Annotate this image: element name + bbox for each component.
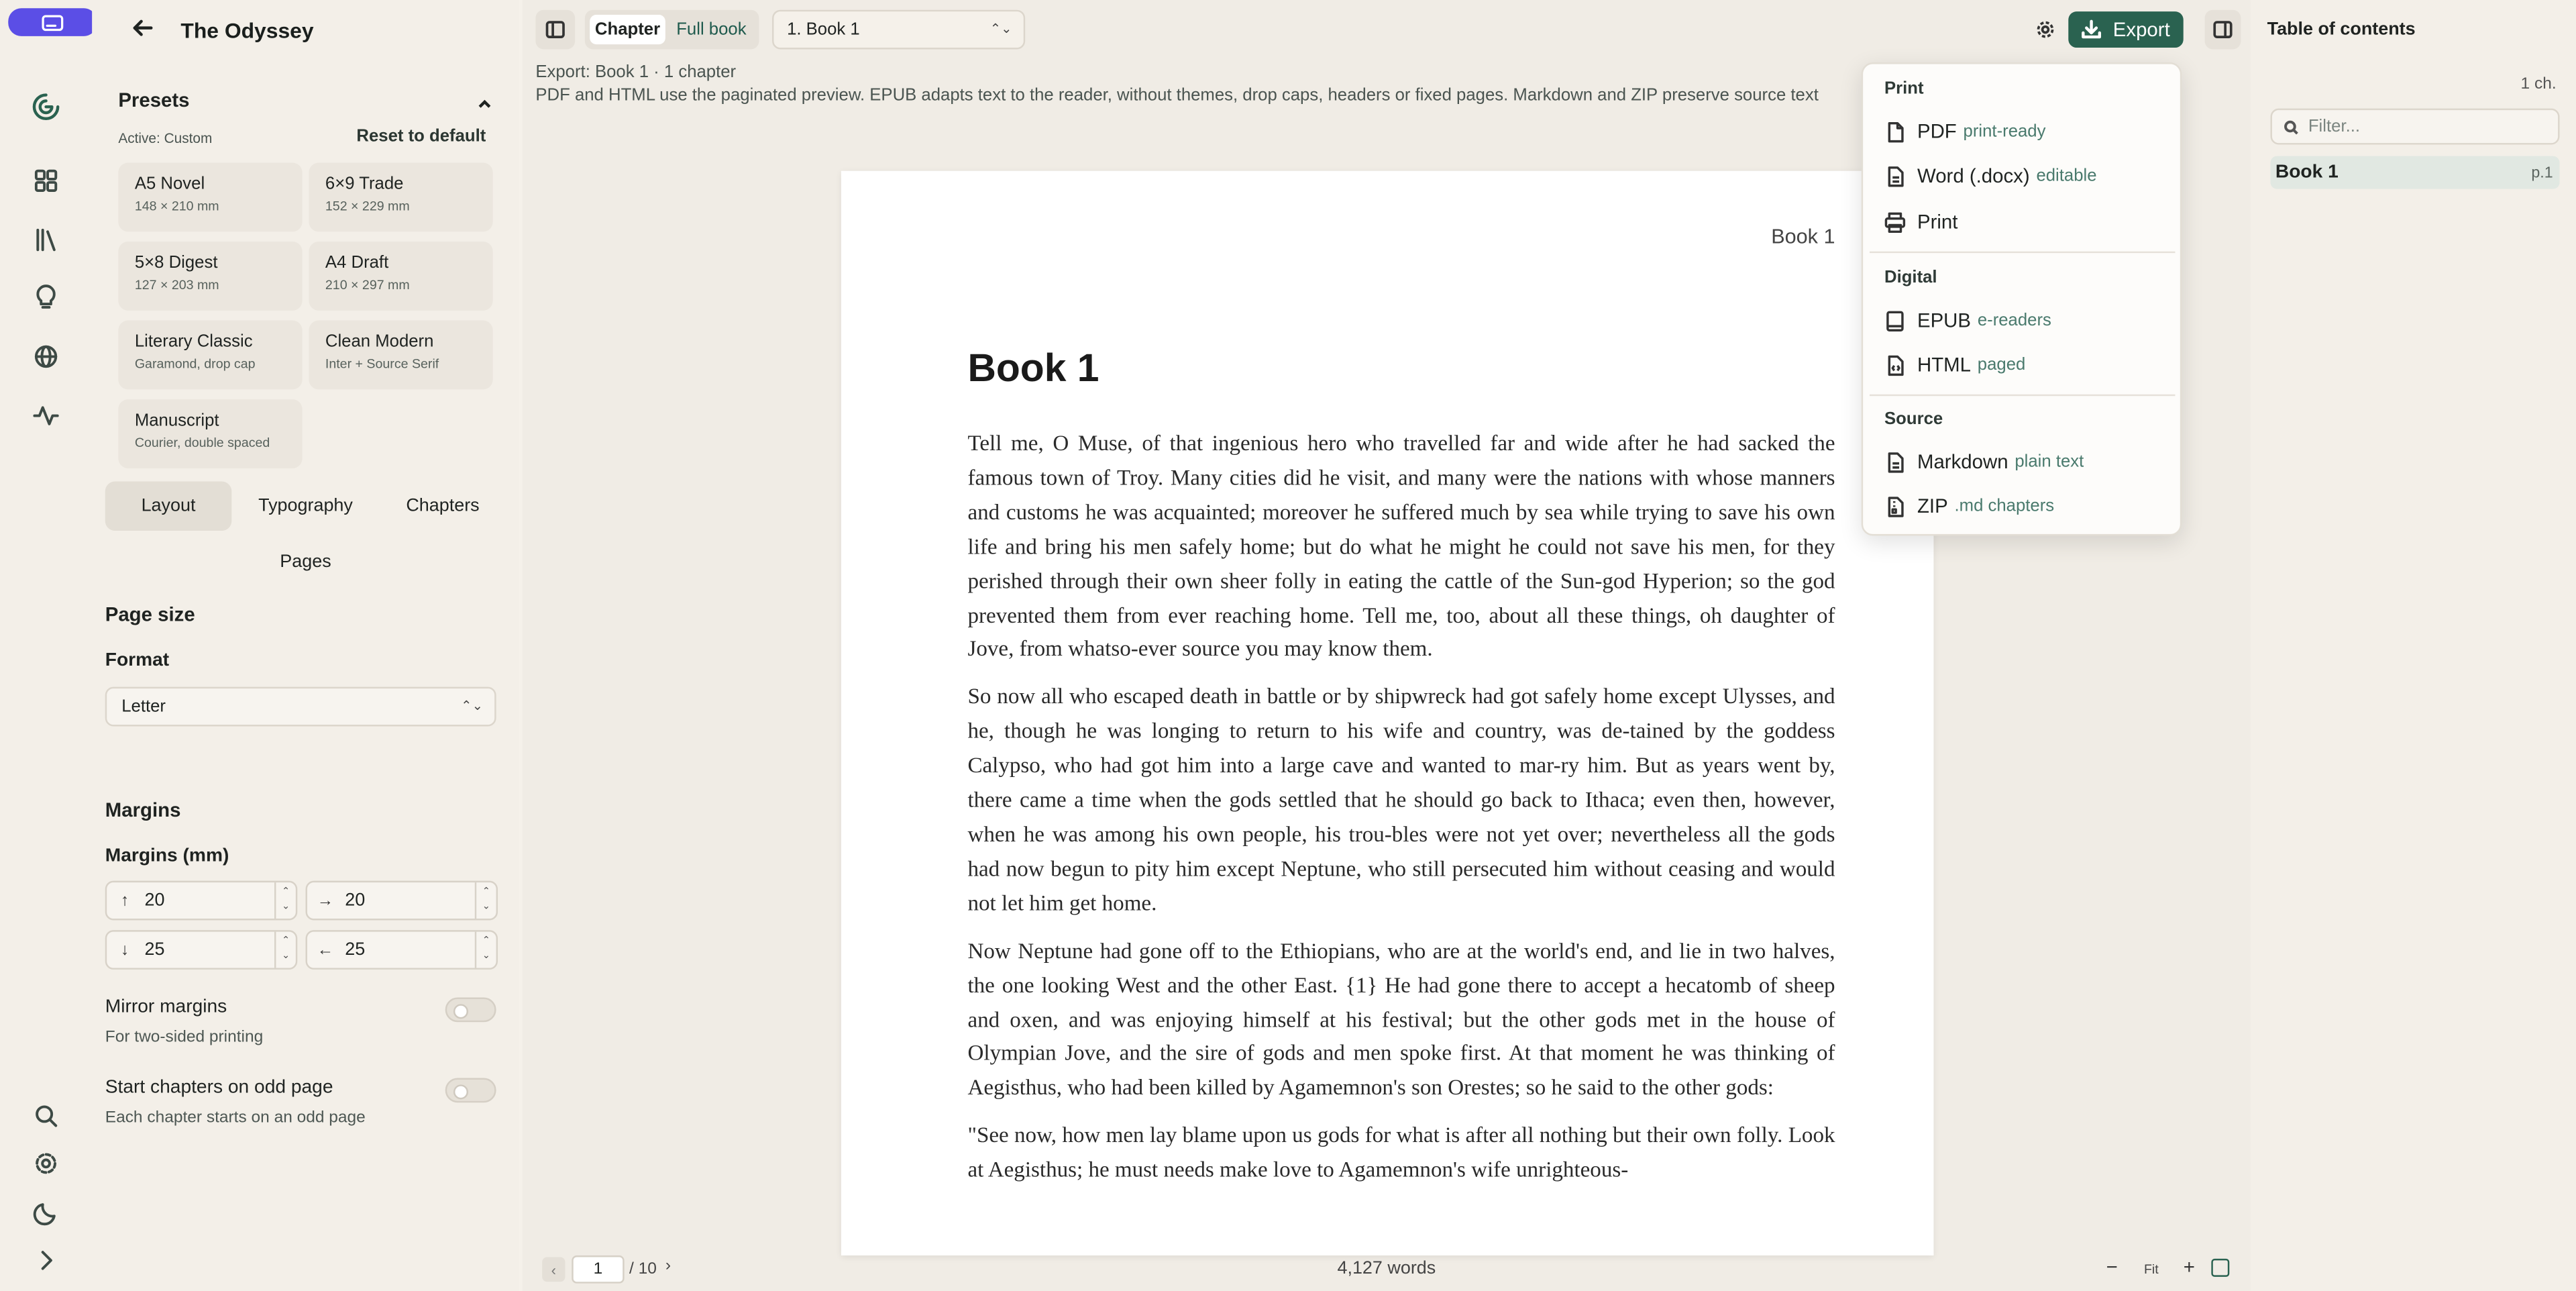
gear-icon bbox=[2035, 19, 2055, 39]
workspace-badge[interactable] bbox=[8, 8, 97, 36]
word-count: 4,127 words bbox=[1337, 1258, 1436, 1279]
margin-top-value: 20 bbox=[144, 890, 165, 911]
export-docx-item[interactable] bbox=[1884, 161, 2177, 191]
prev-page-button[interactable]: ‹ bbox=[542, 1257, 565, 1282]
chapter-body bbox=[967, 427, 1835, 1202]
search-icon[interactable] bbox=[30, 1099, 62, 1132]
toggle-sidebar-button[interactable] bbox=[535, 10, 575, 50]
export-menu bbox=[1862, 62, 2182, 535]
menu-group-source: Source bbox=[1884, 409, 1943, 429]
icon-rail bbox=[0, 0, 92, 1291]
reset-to-default-button[interactable]: Reset to default bbox=[356, 126, 486, 146]
preset-spec: 210 × 297 mm bbox=[325, 277, 410, 293]
preset-spec: Courier, double spaced bbox=[134, 435, 270, 451]
preset-name: Clean Modern bbox=[325, 331, 434, 352]
panel-right-icon bbox=[2213, 19, 2233, 39]
preset-card[interactable] bbox=[118, 399, 302, 468]
preset-spec: 127 × 203 mm bbox=[134, 277, 219, 293]
menu-divider bbox=[1870, 395, 2176, 396]
toc-panel bbox=[2251, 0, 2576, 1291]
stepper[interactable]: ⌃ ⌄ bbox=[475, 882, 496, 919]
fullscreen-icon[interactable] bbox=[2211, 1259, 2229, 1277]
seg-chapter[interactable]: Chapter bbox=[590, 15, 665, 44]
export-markdown-item[interactable] bbox=[1884, 447, 2177, 476]
preset-spec: Inter + Source Serif bbox=[325, 356, 439, 372]
toc-chapter-count: 1 ch. bbox=[2520, 75, 2557, 94]
zoom-fit-button[interactable]: Fit bbox=[2143, 1261, 2159, 1277]
export-settings-button[interactable] bbox=[2027, 10, 2063, 50]
export-summary: Export: Book 1 · 1 chapter bbox=[535, 62, 737, 83]
arrow-down-icon: ↓ bbox=[121, 941, 129, 959]
menu-item-label: EPUB bbox=[1917, 309, 1972, 332]
download-icon bbox=[2082, 19, 2101, 39]
export-info bbox=[535, 61, 1819, 107]
format-select[interactable] bbox=[105, 687, 496, 727]
arrow-up-icon: ↑ bbox=[121, 891, 129, 910]
moon-icon[interactable] bbox=[30, 1196, 62, 1229]
paragraph: So now all who escaped death in battle or by shipwreck had got safely home except Ulysses, and he, though he was longing to return to his wife and country, was de-tained by the goddess Calypso, who had got him into a large cave and wanted to mar-ry him. But as years went by, there came a time when the gods settled that he should go back to Ithaca; even then, however, when he was among his own people, his trou-bles were not yet over; nevertheless all the gods had now begun to pity him except Neptune, who still persecuted him without ceasing and would not let him get home. bbox=[967, 684, 1835, 915]
sidebar-header bbox=[131, 13, 314, 46]
preset-name: A5 Novel bbox=[134, 174, 205, 194]
next-page-button[interactable]: › bbox=[665, 1257, 672, 1276]
chapter-title: Book 1 bbox=[967, 346, 1099, 391]
menu-divider bbox=[1870, 252, 2176, 253]
preset-card[interactable] bbox=[309, 242, 492, 311]
settings-icon[interactable] bbox=[30, 1147, 62, 1180]
page-size-heading: Page size bbox=[105, 603, 195, 627]
preset-spec: Garamond, drop cap bbox=[134, 356, 256, 372]
back-arrow-icon[interactable] bbox=[131, 16, 158, 42]
menu-item-hint: .md chapters bbox=[1954, 496, 2055, 516]
preset-card[interactable] bbox=[118, 242, 302, 311]
code-file-icon bbox=[1884, 354, 1906, 376]
margin-bottom-value: 25 bbox=[144, 939, 165, 960]
preset-spec: 152 × 229 mm bbox=[325, 199, 410, 214]
lightbulb-icon[interactable] bbox=[30, 281, 62, 314]
margin-bottom-input[interactable] bbox=[105, 930, 298, 970]
page-preview bbox=[841, 171, 1934, 1255]
toc-item-name: Book 1 bbox=[2275, 162, 2339, 183]
preset-name: A4 Draft bbox=[325, 253, 389, 273]
presets-heading: Presets bbox=[118, 89, 190, 112]
menu-item-hint: e-readers bbox=[1977, 310, 2051, 331]
menu-item-label: HTML bbox=[1917, 353, 1971, 376]
preview-footer bbox=[523, 1249, 2251, 1291]
book-icon bbox=[1884, 310, 1906, 331]
menu-item-hint: print-ready bbox=[1963, 121, 2046, 142]
export-html-item[interactable] bbox=[1884, 350, 2177, 380]
logo-icon[interactable] bbox=[30, 91, 62, 123]
running-head: Book 1 bbox=[1771, 225, 1835, 248]
margin-right-input[interactable] bbox=[306, 881, 498, 921]
sidebar-icon bbox=[545, 19, 565, 39]
mirror-margins-toggle[interactable] bbox=[445, 998, 496, 1023]
preset-card[interactable] bbox=[118, 162, 302, 231]
preset-card[interactable] bbox=[309, 321, 492, 390]
margins-mm-label: Margins (mm) bbox=[105, 846, 229, 866]
toc-filter-input[interactable] bbox=[2271, 109, 2560, 145]
paragraph: "See now, how men lay blame upon us gods for what is after all nothing but their own folly. Look at Aegisthus; he must needs make love to Agamemnon's wife unrighteous- bbox=[967, 1123, 1835, 1182]
margins-heading: Margins bbox=[105, 798, 181, 822]
menu-item-label: Print bbox=[1917, 210, 1958, 234]
menu-group-digital: Digital bbox=[1884, 268, 1937, 288]
format-label: Format bbox=[105, 650, 170, 671]
book-title: The Odyssey bbox=[180, 17, 314, 42]
document-icon bbox=[1884, 165, 1906, 187]
chapter-select-value: 1. Book 1 bbox=[787, 19, 860, 40]
export-note: PDF and HTML use the paginated preview. EPUB adapts text to the reader, without themes, drop caps, headers or fixed pages. Markdown and ZIP preserve source text bbox=[535, 85, 1819, 105]
select-chevron-icon: ⌃⌄ bbox=[989, 21, 1012, 36]
export-zip-item[interactable] bbox=[1884, 491, 2177, 521]
arrow-left-icon: ← bbox=[317, 941, 334, 959]
paragraph: Tell me, O Muse, of that ingenious hero who travelled far and wide after he had sacked the famous town of Troy. Many cities did he visit, and many were the nations with whose manners and customs he was acquainted; moreover he suffered much by sea while trying to save his own life and bring his men safely home; but do what he might he could not save his men, for they perished through their own sheer folly in eating the cattle of the Sun-god Hyperion; so the god prevented them from ever reaching home. Tell me, too, about all these things, oh daughter of Jove, from whatso-ever source you may know them. bbox=[967, 430, 1835, 662]
toc-filter-placeholder: Filter... bbox=[2308, 116, 2361, 137]
menu-item-label: PDF bbox=[1917, 119, 1957, 144]
export-label: Export bbox=[2112, 17, 2170, 42]
menu-item-label: ZIP bbox=[1917, 495, 1948, 518]
text-file-icon bbox=[1884, 451, 1906, 472]
select-chevron-icon: ⌃⌄ bbox=[461, 698, 484, 713]
preset-card[interactable] bbox=[118, 321, 302, 390]
chevron-up-icon[interactable] bbox=[476, 91, 492, 107]
margin-top-input[interactable] bbox=[105, 881, 298, 921]
menu-item-label: Word (.docx) bbox=[1917, 164, 2030, 188]
stepper[interactable]: ⌃ ⌄ bbox=[475, 932, 496, 968]
library-icon[interactable] bbox=[30, 223, 62, 256]
preset-name: Manuscript bbox=[134, 411, 219, 431]
printer-icon bbox=[1884, 211, 1906, 233]
tab-layout[interactable]: Layout bbox=[105, 482, 232, 531]
preset-card[interactable] bbox=[309, 162, 492, 231]
odd-page-label: Start chapters on odd page bbox=[105, 1078, 333, 1098]
scope-segmented-control bbox=[585, 10, 759, 50]
print-item[interactable] bbox=[1884, 207, 2177, 237]
preset-name: 5×8 Digest bbox=[134, 253, 218, 273]
search-icon bbox=[2284, 120, 2298, 135]
activity-icon[interactable] bbox=[30, 399, 62, 432]
menu-item-hint: plain text bbox=[2015, 452, 2084, 472]
margin-left-input[interactable] bbox=[306, 930, 498, 970]
export-pdf-item[interactable] bbox=[1884, 117, 2177, 146]
odd-page-toggle[interactable] bbox=[445, 1078, 496, 1103]
tab-pages[interactable]: Pages bbox=[280, 552, 331, 572]
menu-group-print: Print bbox=[1884, 79, 1924, 99]
margin-left-value: 25 bbox=[345, 939, 366, 960]
export-epub-item[interactable] bbox=[1884, 306, 2177, 335]
stepper[interactable]: ⌃ ⌄ bbox=[274, 882, 296, 919]
tab-typography[interactable]: Typography bbox=[258, 496, 353, 516]
format-value: Letter bbox=[121, 696, 166, 717]
paragraph: Now Neptune had gone off to the Ethiopians, who are at the world's end, and lie in two halves, the one looking West and the other East. {1} He had gone there to accept a hecatomb of sheep and oxen, and was enjoying himself at his festival; but the other gods met in the house of Olympian Jove, and the sire of gods and men spoke first. At that moment he was thinking of Aegisthus, who had been killed by Agamemnon's son Orestes; so he said to the other gods: bbox=[967, 937, 1835, 1100]
zoom-out-button[interactable]: − bbox=[2106, 1255, 2118, 1279]
active-preset-label: Active: Custom bbox=[118, 130, 213, 146]
preset-name: 6×9 Trade bbox=[325, 174, 404, 194]
toc-item-page: p.1 bbox=[2531, 163, 2553, 182]
preset-name: Literary Classic bbox=[134, 331, 253, 352]
expand-chevron-icon[interactable] bbox=[30, 1244, 62, 1277]
margin-right-value: 20 bbox=[345, 890, 366, 911]
archive-icon bbox=[1884, 495, 1906, 517]
export-button[interactable] bbox=[2068, 11, 2183, 48]
odd-page-desc: Each chapter starts on an odd page bbox=[105, 1109, 366, 1128]
chapter-select[interactable] bbox=[772, 10, 1025, 50]
mirror-margins-desc: For two-sided printing bbox=[105, 1029, 264, 1047]
zoom-in-button[interactable]: + bbox=[2183, 1255, 2195, 1279]
page-total: / 10 bbox=[629, 1260, 657, 1279]
menu-item-hint: paged bbox=[1977, 354, 2026, 375]
arrow-right-icon: → bbox=[317, 891, 334, 910]
mirror-margins-label: Mirror margins bbox=[105, 997, 227, 1017]
card-icon bbox=[41, 14, 64, 30]
stepper[interactable]: ⌃ ⌄ bbox=[274, 932, 296, 968]
globe-icon[interactable] bbox=[30, 340, 62, 373]
toc-item[interactable] bbox=[2271, 156, 2560, 189]
dashboard-icon[interactable] bbox=[30, 164, 62, 197]
preset-spec: 148 × 210 mm bbox=[134, 199, 219, 214]
menu-item-hint: editable bbox=[2036, 166, 2097, 186]
settings-sidebar bbox=[92, 0, 519, 1291]
page-number-input[interactable]: 1 bbox=[572, 1255, 624, 1284]
toggle-toc-button[interactable] bbox=[2205, 10, 2241, 50]
seg-full-book[interactable]: Full book bbox=[676, 19, 747, 40]
toc-title: Table of contents bbox=[2267, 19, 2416, 40]
file-icon bbox=[1884, 121, 1906, 142]
tab-chapters[interactable]: Chapters bbox=[406, 496, 480, 516]
menu-item-label: Markdown bbox=[1917, 450, 2008, 474]
